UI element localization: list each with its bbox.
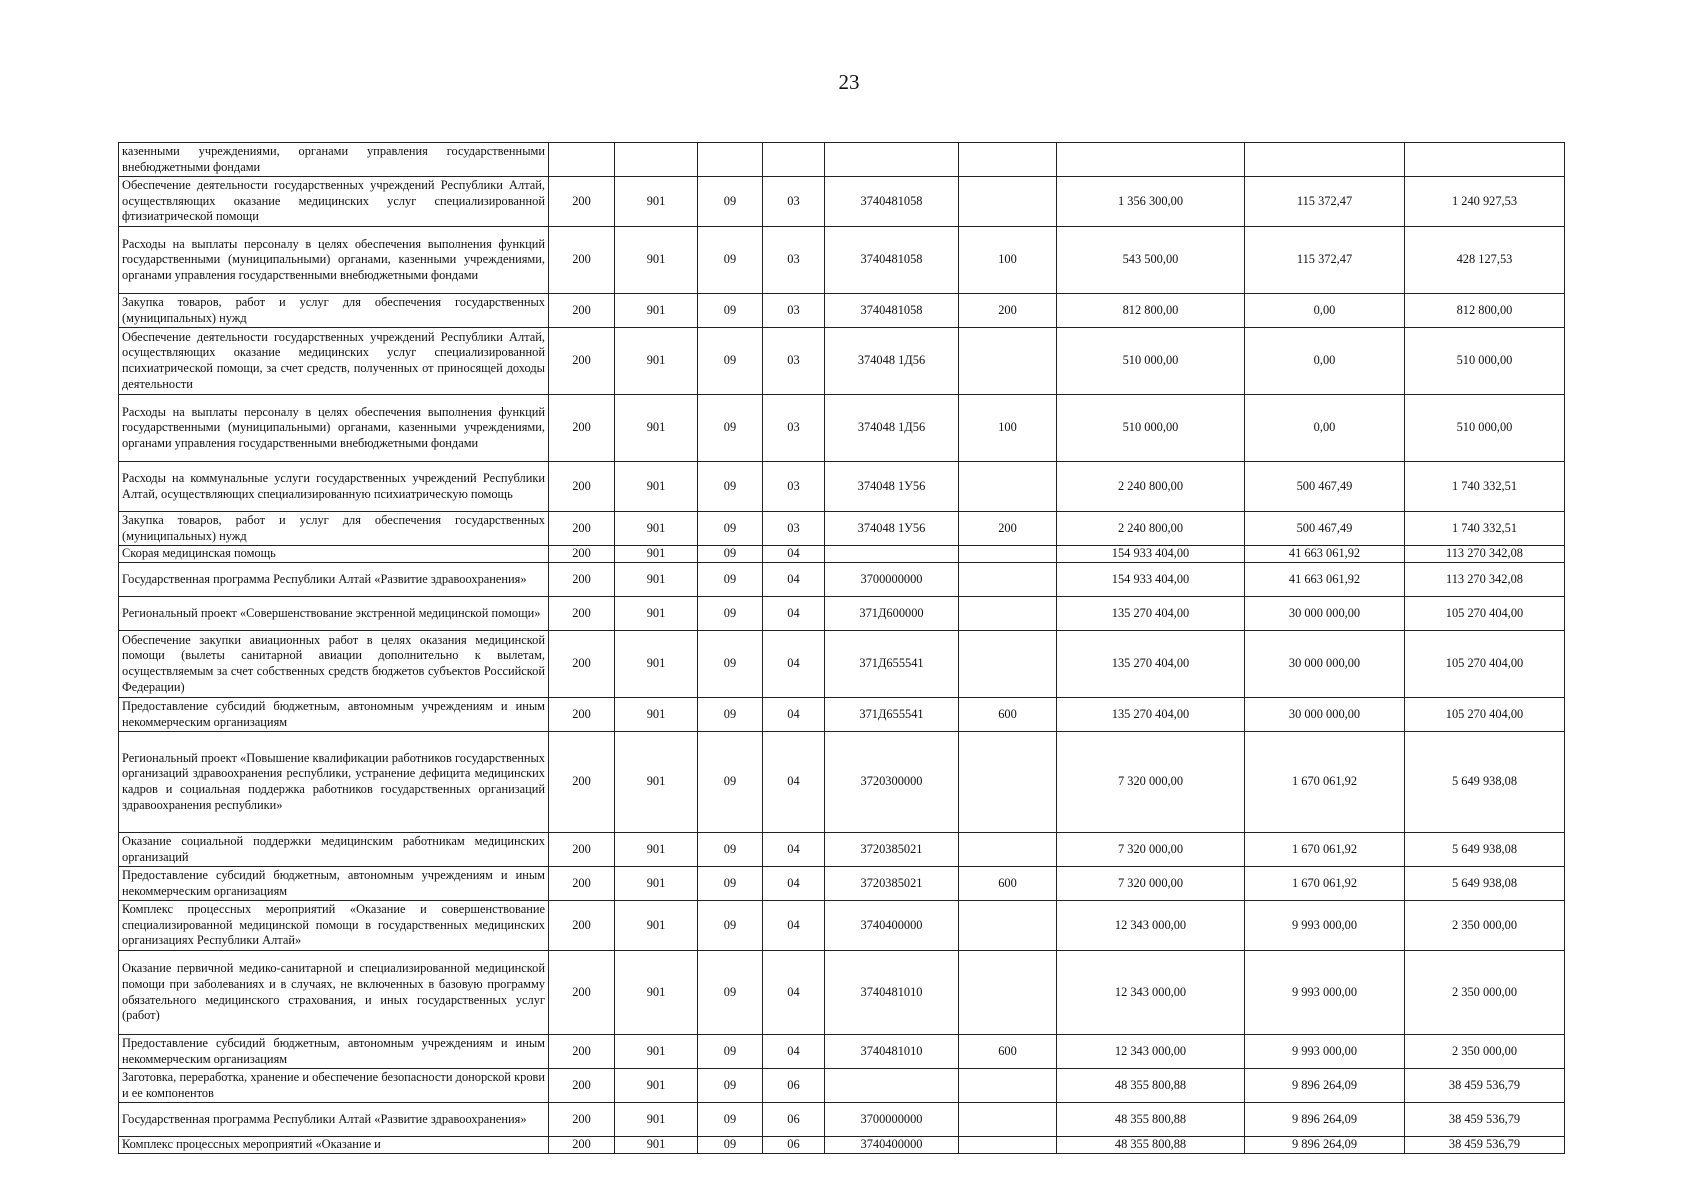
cell-amount-remainder: 113 270 342,08 (1405, 563, 1565, 597)
page-number: 23 (838, 70, 860, 94)
cell-amount-remainder: 5 649 938,08 (1405, 833, 1565, 867)
cell-vr (549, 143, 615, 177)
cell-subsection: 06 (763, 1137, 825, 1154)
cell-amount-executed: 0,00 (1245, 328, 1405, 395)
row-description: Региональный проект «Совершенствование экстренной медицинской помощи» (119, 597, 549, 631)
cell-amount-approved: 48 355 800,88 (1057, 1069, 1245, 1103)
cell-grbs: 901 (615, 328, 698, 395)
row-description: Обеспечение деятельности государственных учреждений Республики Алтай, осуществляющих оказание медицинских услуг специализированной фтизиатрической помощи (119, 177, 549, 227)
row-description: Оказание социальной поддержки медицинским работникам медицинских организаций (119, 833, 549, 867)
cell-amount-approved: 7 320 000,00 (1057, 833, 1245, 867)
cell-grbs: 901 (615, 395, 698, 462)
cell-grbs: 901 (615, 1137, 698, 1154)
row-description: казенными учреждениями, органами управления государственными внебюджетными фондами (119, 143, 549, 177)
cell-section: 09 (698, 1069, 763, 1103)
cell-vr: 200 (549, 1137, 615, 1154)
cell-amount-executed: 9 993 000,00 (1245, 901, 1405, 951)
cell-amount-executed: 41 663 061,92 (1245, 563, 1405, 597)
cell-amount-executed: 30 000 000,00 (1245, 597, 1405, 631)
cell-vr: 200 (549, 563, 615, 597)
cell-subsection: 04 (763, 597, 825, 631)
cell-amount-executed: 115 372,47 (1245, 177, 1405, 227)
cell-subsection: 04 (763, 563, 825, 597)
cell-grbs: 901 (615, 732, 698, 833)
cell-amount-remainder: 38 459 536,79 (1405, 1069, 1565, 1103)
row-description: Региональный проект «Повышение квалификации работников государственных организаций здравоохранения республики, устранение дефицита медицинских кадров и социальная поддержка работников государственных организаций здравоохранения республики» (119, 732, 549, 833)
cell-expense-type (959, 951, 1057, 1035)
cell-grbs: 901 (615, 227, 698, 294)
cell-amount-approved: 543 500,00 (1057, 227, 1245, 294)
cell-expense-type (959, 328, 1057, 395)
cell-amount-remainder: 812 800,00 (1405, 294, 1565, 328)
cell-amount-executed: 0,00 (1245, 395, 1405, 462)
cell-section: 09 (698, 563, 763, 597)
cell-section: 09 (698, 395, 763, 462)
cell-subsection: 04 (763, 546, 825, 563)
cell-amount-approved: 48 355 800,88 (1057, 1103, 1245, 1137)
cell-expense-type (959, 597, 1057, 631)
cell-amount-approved: 48 355 800,88 (1057, 1137, 1245, 1154)
cell-subsection: 06 (763, 1069, 825, 1103)
cell-amount-executed: 30 000 000,00 (1245, 698, 1405, 732)
cell-vr: 200 (549, 901, 615, 951)
cell-target-article: 3740400000 (825, 1137, 959, 1154)
cell-expense-type (959, 1069, 1057, 1103)
cell-expense-type (959, 462, 1057, 512)
cell-target-article: 3720385021 (825, 867, 959, 901)
table-row (119, 294, 1565, 328)
cell-grbs: 901 (615, 833, 698, 867)
cell-subsection: 03 (763, 177, 825, 227)
row-description: Расходы на выплаты персоналу в целях обеспечения выполнения функций государственными (муниципальными) органами, казенными учреждениями, органами управления государственными внебюджетными фондами (119, 395, 549, 462)
table-row (119, 951, 1565, 1035)
row-description: Оказание первичной медико-санитарной и специализированной медицинской помощи при заболеваниях и в случаях, не включенных в базовую программу обязательного медицинского страхования, и иных государственных услуг (работ) (119, 951, 549, 1035)
cell-amount-executed: 115 372,47 (1245, 227, 1405, 294)
cell-grbs (615, 143, 698, 177)
cell-expense-type (959, 1103, 1057, 1137)
cell-amount-remainder (1405, 143, 1565, 177)
cell-expense-type: 600 (959, 1035, 1057, 1069)
cell-section: 09 (698, 631, 763, 698)
cell-vr: 200 (549, 294, 615, 328)
cell-subsection: 04 (763, 698, 825, 732)
table-row (119, 833, 1565, 867)
table-row (119, 901, 1565, 951)
cell-amount-executed: 500 467,49 (1245, 512, 1405, 546)
cell-grbs: 901 (615, 951, 698, 1035)
cell-subsection: 03 (763, 227, 825, 294)
table-row (119, 631, 1565, 698)
cell-vr: 200 (549, 227, 615, 294)
cell-target-article: 374048 1У56 (825, 462, 959, 512)
table-row (119, 1137, 1565, 1154)
cell-amount-remainder: 5 649 938,08 (1405, 732, 1565, 833)
cell-amount-remainder: 105 270 404,00 (1405, 597, 1565, 631)
cell-section: 09 (698, 512, 763, 546)
table-row (119, 512, 1565, 546)
row-description: Государственная программа Республики Алтай «Развитие здравоохранения» (119, 563, 549, 597)
table-row (119, 395, 1565, 462)
cell-amount-approved: 135 270 404,00 (1057, 631, 1245, 698)
cell-grbs: 901 (615, 512, 698, 546)
cell-subsection: 06 (763, 1103, 825, 1137)
cell-amount-approved: 2 240 800,00 (1057, 462, 1245, 512)
cell-amount-approved: 12 343 000,00 (1057, 1035, 1245, 1069)
cell-amount-approved: 1 356 300,00 (1057, 177, 1245, 227)
cell-amount-remainder: 428 127,53 (1405, 227, 1565, 294)
cell-target-article: 3740400000 (825, 901, 959, 951)
cell-section: 09 (698, 546, 763, 563)
cell-amount-approved: 2 240 800,00 (1057, 512, 1245, 546)
cell-amount-remainder: 105 270 404,00 (1405, 698, 1565, 732)
cell-expense-type (959, 546, 1057, 563)
cell-subsection (763, 143, 825, 177)
cell-amount-remainder: 105 270 404,00 (1405, 631, 1565, 698)
cell-grbs: 901 (615, 546, 698, 563)
cell-grbs: 901 (615, 294, 698, 328)
row-description: Предоставление субсидий бюджетным, автономным учреждениям и иным некоммерческим организациям (119, 1035, 549, 1069)
cell-amount-approved: 510 000,00 (1057, 328, 1245, 395)
cell-target-article: 374048 1Д56 (825, 328, 959, 395)
cell-target-article: 374048 1Д56 (825, 395, 959, 462)
cell-expense-type: 200 (959, 294, 1057, 328)
table-row (119, 563, 1565, 597)
table-row (119, 1069, 1565, 1103)
cell-grbs: 901 (615, 462, 698, 512)
row-description: Обеспечение деятельности государственных учреждений Республики Алтай, осуществляющих оказание медицинских услуг специализированной психиатрической помощи, за счет средств, полученных от приносящей доходы деятельности (119, 328, 549, 395)
cell-section: 09 (698, 951, 763, 1035)
cell-target-article (825, 143, 959, 177)
cell-expense-type (959, 177, 1057, 227)
row-description: Комплекс процессных мероприятий «Оказание и (119, 1137, 549, 1154)
cell-amount-remainder: 5 649 938,08 (1405, 867, 1565, 901)
row-description: Расходы на выплаты персоналу в целях обеспечения выполнения функций государственными (муниципальными) органами, казенными учреждениями, органами управления государственными внебюджетными фондами (119, 227, 549, 294)
cell-section: 09 (698, 1103, 763, 1137)
cell-vr: 200 (549, 177, 615, 227)
cell-subsection: 04 (763, 631, 825, 698)
cell-expense-type (959, 901, 1057, 951)
cell-section: 09 (698, 227, 763, 294)
cell-section: 09 (698, 732, 763, 833)
cell-subsection: 04 (763, 901, 825, 951)
cell-target-article: 371Д655541 (825, 631, 959, 698)
cell-section: 09 (698, 1137, 763, 1154)
cell-amount-executed: 9 896 264,09 (1245, 1069, 1405, 1103)
cell-subsection: 03 (763, 462, 825, 512)
table-row (119, 1035, 1565, 1069)
cell-amount-executed: 1 670 061,92 (1245, 732, 1405, 833)
cell-subsection: 04 (763, 732, 825, 833)
table-row (119, 597, 1565, 631)
cell-vr: 200 (549, 631, 615, 698)
table-row (119, 462, 1565, 512)
cell-amount-remainder: 2 350 000,00 (1405, 901, 1565, 951)
cell-expense-type: 100 (959, 395, 1057, 462)
cell-amount-approved: 154 933 404,00 (1057, 563, 1245, 597)
cell-target-article (825, 546, 959, 563)
cell-amount-remainder: 2 350 000,00 (1405, 951, 1565, 1035)
cell-amount-executed: 41 663 061,92 (1245, 546, 1405, 563)
cell-vr: 200 (549, 328, 615, 395)
table-row (119, 698, 1565, 732)
cell-target-article: 3740481058 (825, 177, 959, 227)
cell-amount-approved: 812 800,00 (1057, 294, 1245, 328)
cell-amount-executed: 30 000 000,00 (1245, 631, 1405, 698)
table-row (119, 143, 1565, 177)
cell-vr: 200 (549, 546, 615, 563)
cell-section: 09 (698, 294, 763, 328)
cell-amount-executed: 1 670 061,92 (1245, 867, 1405, 901)
cell-amount-approved: 135 270 404,00 (1057, 597, 1245, 631)
cell-amount-executed: 0,00 (1245, 294, 1405, 328)
cell-expense-type (959, 1137, 1057, 1154)
cell-grbs: 901 (615, 1103, 698, 1137)
cell-vr: 200 (549, 833, 615, 867)
cell-subsection: 04 (763, 833, 825, 867)
cell-amount-executed: 9 993 000,00 (1245, 951, 1405, 1035)
cell-subsection: 03 (763, 294, 825, 328)
cell-vr: 200 (549, 597, 615, 631)
table-row (119, 227, 1565, 294)
table-row (119, 328, 1565, 395)
cell-amount-executed (1245, 143, 1405, 177)
cell-expense-type: 200 (959, 512, 1057, 546)
cell-amount-executed: 9 993 000,00 (1245, 1035, 1405, 1069)
cell-expense-type (959, 631, 1057, 698)
cell-subsection: 04 (763, 951, 825, 1035)
cell-expense-type: 600 (959, 698, 1057, 732)
cell-amount-approved: 12 343 000,00 (1057, 901, 1245, 951)
cell-section (698, 143, 763, 177)
cell-vr: 200 (549, 395, 615, 462)
cell-section: 09 (698, 867, 763, 901)
cell-expense-type (959, 833, 1057, 867)
table-row (119, 177, 1565, 227)
cell-subsection: 03 (763, 328, 825, 395)
table-row (119, 1103, 1565, 1137)
cell-target-article: 3740481058 (825, 227, 959, 294)
cell-vr: 200 (549, 732, 615, 833)
cell-subsection: 04 (763, 1035, 825, 1069)
budget-table (118, 142, 1565, 1154)
cell-amount-remainder: 113 270 342,08 (1405, 546, 1565, 563)
cell-amount-remainder: 510 000,00 (1405, 328, 1565, 395)
cell-vr: 200 (549, 462, 615, 512)
cell-expense-type: 100 (959, 227, 1057, 294)
cell-section: 09 (698, 901, 763, 951)
cell-grbs: 901 (615, 1035, 698, 1069)
cell-vr: 200 (549, 512, 615, 546)
cell-grbs: 901 (615, 563, 698, 597)
cell-amount-approved: 135 270 404,00 (1057, 698, 1245, 732)
cell-grbs: 901 (615, 631, 698, 698)
cell-grbs: 901 (615, 597, 698, 631)
cell-target-article: 3720385021 (825, 833, 959, 867)
row-description: Закупка товаров, работ и услуг для обеспечения государственных (муниципальных) нужд (119, 512, 549, 546)
table-row (119, 867, 1565, 901)
cell-subsection: 04 (763, 867, 825, 901)
cell-expense-type (959, 563, 1057, 597)
row-description: Расходы на коммунальные услуги государственных учреждений Республики Алтай, осуществляющих специализированную психиатрическую помощь (119, 462, 549, 512)
cell-amount-executed: 1 670 061,92 (1245, 833, 1405, 867)
cell-target-article (825, 1069, 959, 1103)
cell-amount-approved: 7 320 000,00 (1057, 732, 1245, 833)
cell-target-article: 3700000000 (825, 563, 959, 597)
cell-grbs: 901 (615, 867, 698, 901)
table-row (119, 732, 1565, 833)
cell-amount-remainder: 1 740 332,51 (1405, 512, 1565, 546)
cell-grbs: 901 (615, 1069, 698, 1103)
cell-grbs: 901 (615, 698, 698, 732)
cell-amount-remainder: 38 459 536,79 (1405, 1137, 1565, 1154)
cell-amount-approved: 510 000,00 (1057, 395, 1245, 462)
cell-expense-type (959, 143, 1057, 177)
row-description: Комплекс процессных мероприятий «Оказание и совершенствование специализированной медицинской помощи в государственных медицинских организациях Республики Алтай» (119, 901, 549, 951)
cell-amount-approved: 7 320 000,00 (1057, 867, 1245, 901)
row-description: Скорая медицинская помощь (119, 546, 549, 563)
cell-section: 09 (698, 1035, 763, 1069)
cell-amount-executed: 9 896 264,09 (1245, 1137, 1405, 1154)
cell-subsection: 03 (763, 512, 825, 546)
cell-amount-approved (1057, 143, 1245, 177)
cell-target-article: 371Д600000 (825, 597, 959, 631)
cell-grbs: 901 (615, 901, 698, 951)
row-description: Предоставление субсидий бюджетным, автономным учреждениям и иным некоммерческим организациям (119, 867, 549, 901)
cell-vr: 200 (549, 1035, 615, 1069)
cell-vr: 200 (549, 698, 615, 732)
cell-section: 09 (698, 328, 763, 395)
row-description: Закупка товаров, работ и услуг для обеспечения государственных (муниципальных) нужд (119, 294, 549, 328)
row-description: Предоставление субсидий бюджетным, автономным учреждениям и иным некоммерческим организациям (119, 698, 549, 732)
cell-vr: 200 (549, 951, 615, 1035)
cell-vr: 200 (549, 1103, 615, 1137)
table-row (119, 546, 1565, 563)
cell-vr: 200 (549, 1069, 615, 1103)
cell-expense-type (959, 732, 1057, 833)
cell-target-article: 3740481058 (825, 294, 959, 328)
cell-amount-remainder: 510 000,00 (1405, 395, 1565, 462)
cell-section: 09 (698, 698, 763, 732)
row-description: Государственная программа Республики Алтай «Развитие здравоохранения» (119, 1103, 549, 1137)
cell-amount-remainder: 38 459 536,79 (1405, 1103, 1565, 1137)
row-description: Обеспечение закупки авиационных работ в целях оказания медицинской помощи (вылеты санитарной авиации дополнительно к вылетам, осуществляемым за счет собственных средств бюджетов субъектов Российской Федерации) (119, 631, 549, 698)
cell-amount-approved: 12 343 000,00 (1057, 951, 1245, 1035)
cell-amount-executed: 500 467,49 (1245, 462, 1405, 512)
cell-amount-remainder: 1 740 332,51 (1405, 462, 1565, 512)
cell-amount-approved: 154 933 404,00 (1057, 546, 1245, 563)
cell-amount-executed: 9 896 264,09 (1245, 1103, 1405, 1137)
cell-vr: 200 (549, 867, 615, 901)
cell-section: 09 (698, 462, 763, 512)
cell-target-article: 3720300000 (825, 732, 959, 833)
cell-section: 09 (698, 177, 763, 227)
cell-amount-remainder: 2 350 000,00 (1405, 1035, 1565, 1069)
cell-target-article: 3740481010 (825, 1035, 959, 1069)
cell-target-article: 371Д655541 (825, 698, 959, 732)
cell-section: 09 (698, 833, 763, 867)
cell-section: 09 (698, 597, 763, 631)
cell-expense-type: 600 (959, 867, 1057, 901)
cell-grbs: 901 (615, 177, 698, 227)
cell-target-article: 3740481010 (825, 951, 959, 1035)
cell-target-article: 374048 1У56 (825, 512, 959, 546)
cell-amount-remainder: 1 240 927,53 (1405, 177, 1565, 227)
cell-target-article: 3700000000 (825, 1103, 959, 1137)
cell-subsection: 03 (763, 395, 825, 462)
row-description: Заготовка, переработка, хранение и обеспечение безопасности донорской крови и ее компонентов (119, 1069, 549, 1103)
